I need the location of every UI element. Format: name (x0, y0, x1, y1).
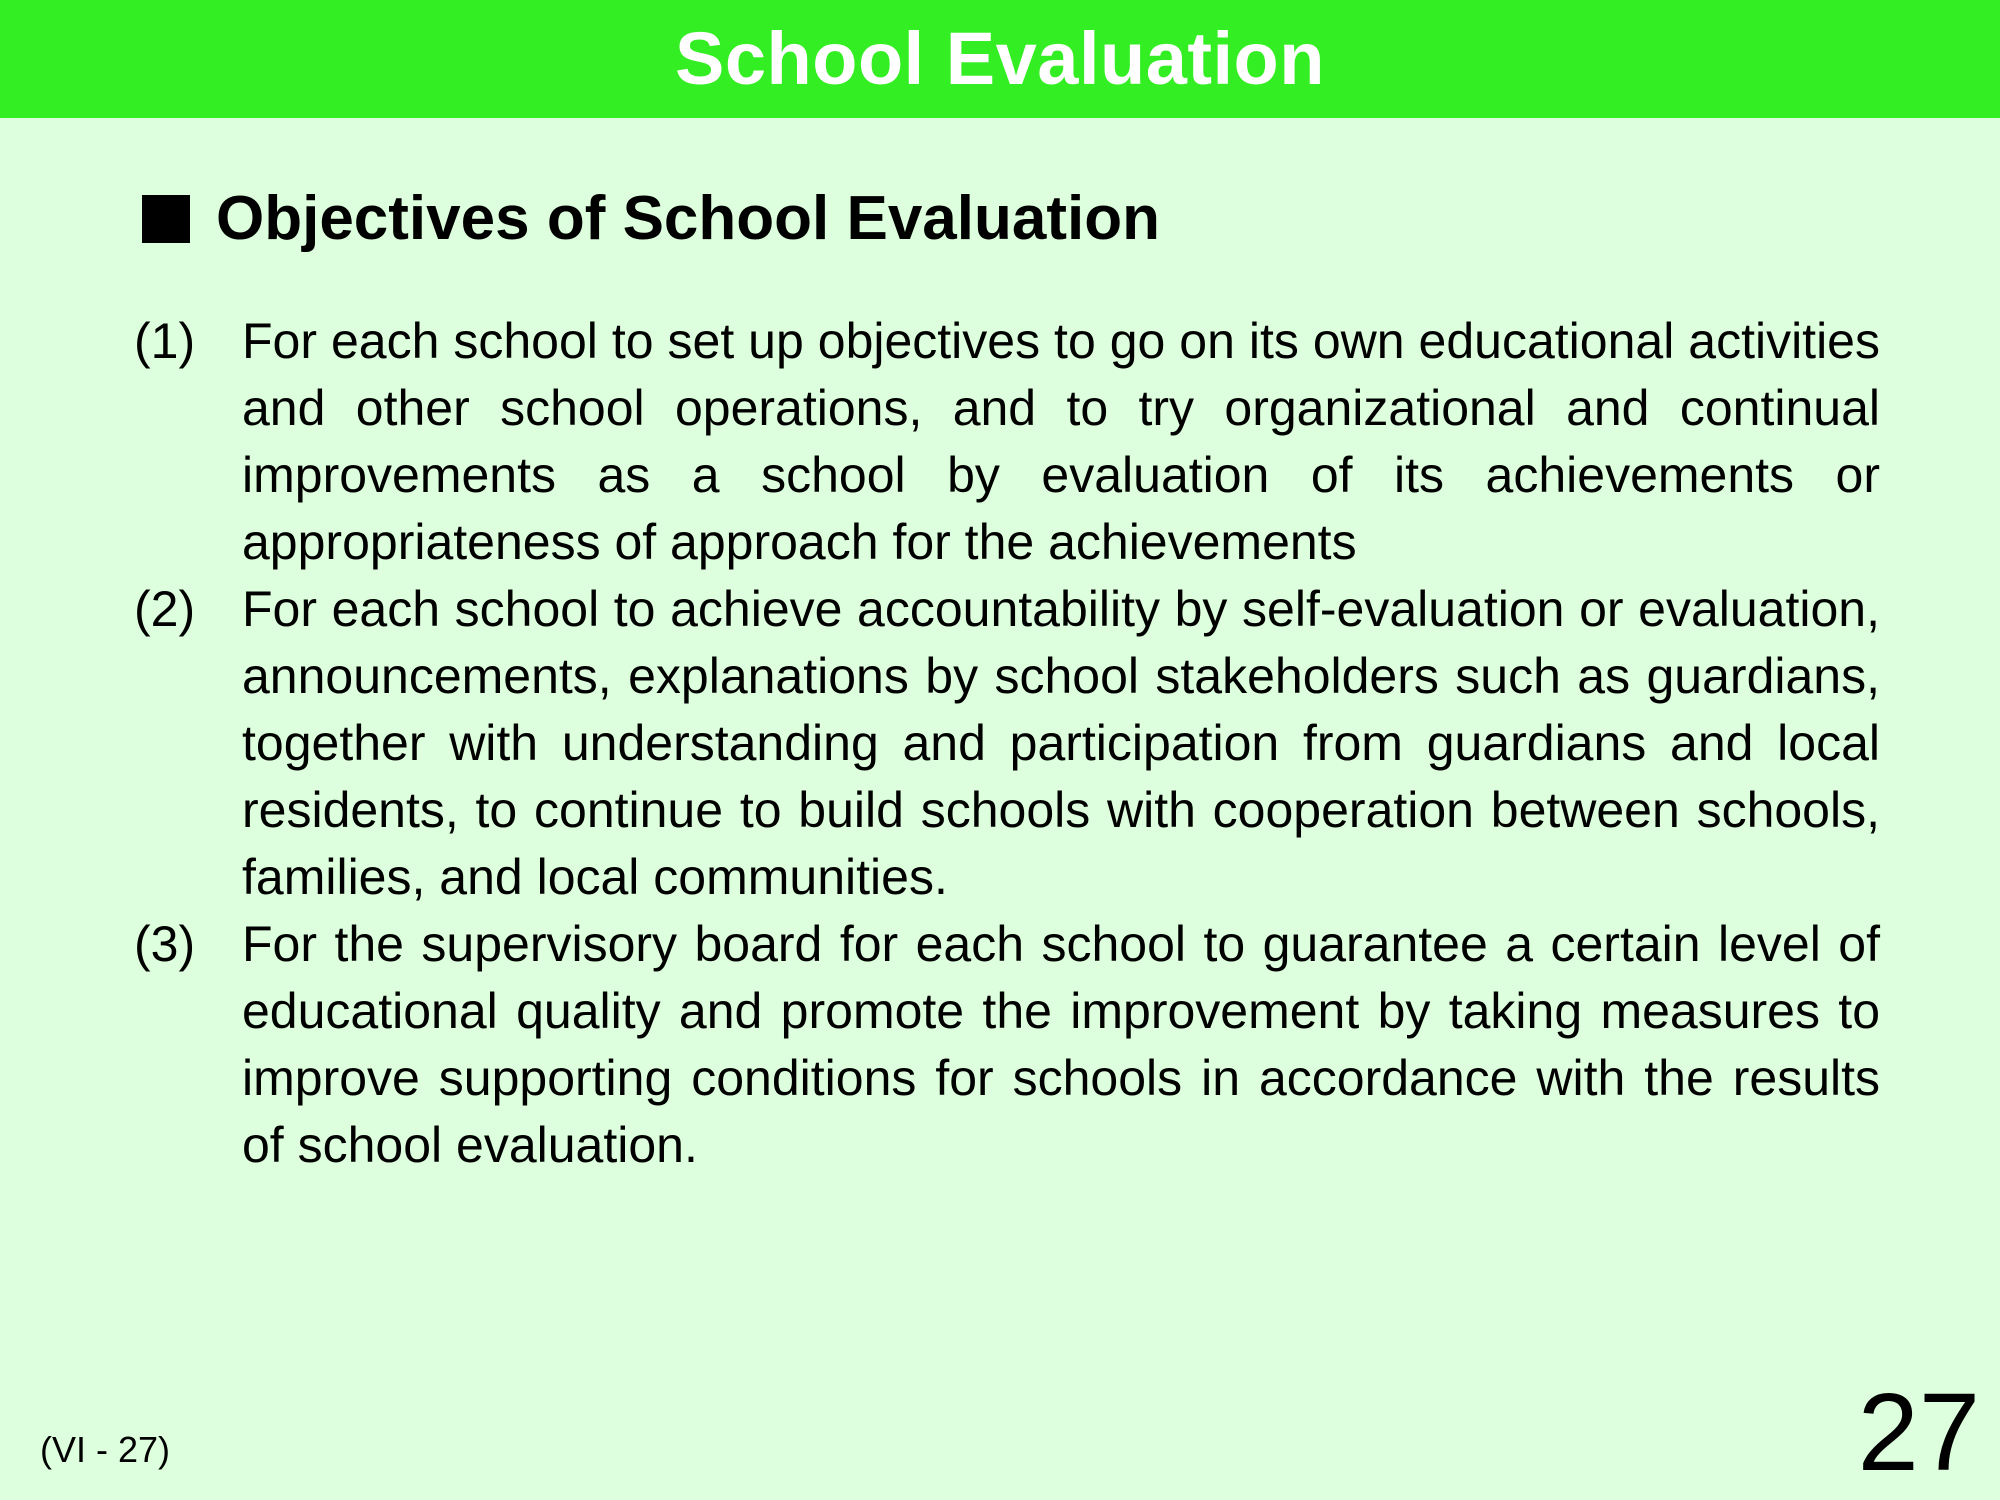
footer-reference: (VI - 27) (40, 1429, 171, 1470)
objective-item-2 (134, 576, 1880, 911)
section-heading-text: Objectives of School Evaluation (216, 184, 1160, 253)
objective-text: For the supervisory board for each school to guarantee a certain level of educational quality and promote the improvement by taking measures to improve supporting conditions for schools in accordance with the results of school evaluation. (242, 916, 1880, 1173)
objective-item-1 (134, 308, 1880, 576)
title-bar (0, 0, 2000, 118)
objective-number: (1) (134, 313, 196, 369)
objectives-list (134, 308, 1880, 1179)
objective-number: (2) (134, 581, 196, 637)
section-heading (142, 184, 1160, 253)
objective-text: For each school to set up objectives to go on its own educational activities and other school operations, and to try organizational and continual improvements as a school by evaluation of its achievements or appropriateness of approach for the achievements (242, 313, 1880, 570)
objective-item-3 (134, 911, 1880, 1179)
objective-number: (3) (134, 916, 196, 972)
slide-title: School Evaluation (675, 17, 1325, 100)
black-square-icon (142, 195, 190, 243)
page-number: 27 (1857, 1371, 1980, 1494)
objective-text: For each school to achieve accountability by self-evaluation or evaluation, announcements, explanations by school stakeholders such as guardians, together with understanding and participation from guardians and local residents, to continue to build schools with cooperation between schools, families, and local communities. (242, 581, 1880, 905)
